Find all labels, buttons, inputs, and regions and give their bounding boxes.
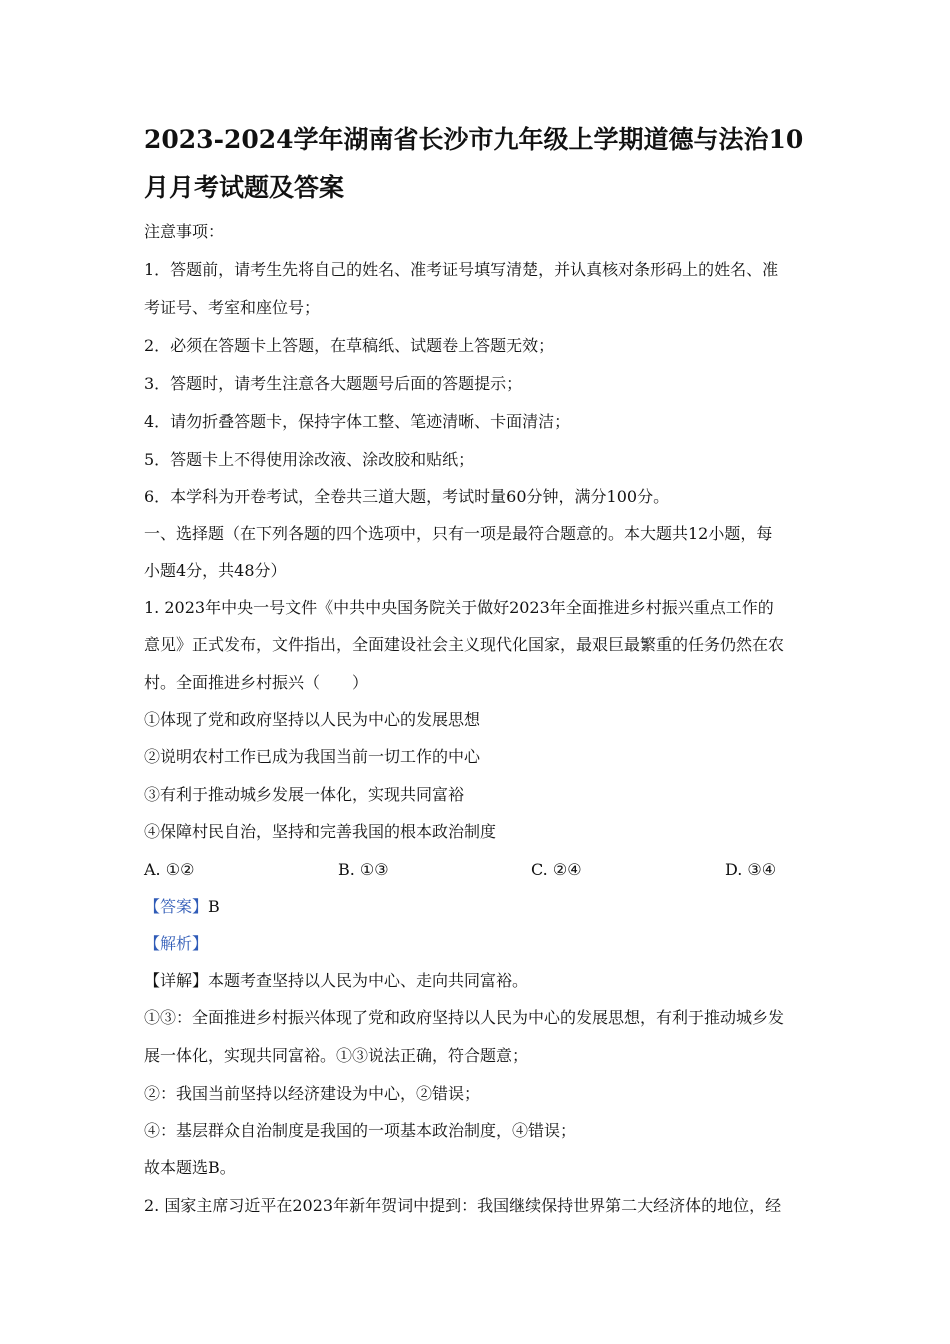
question-1-stem: 1. 2023年中央一号文件《中共中央国务院关于做好2023年全面推进乡村振兴重点工作的: [144, 598, 774, 617]
detail-line: [144, 971, 528, 991]
detail-tag: 【详解】: [144, 971, 209, 990]
section-heading-line: 小题4分，共48分）: [144, 561, 287, 580]
explanation-line: ①③：全面推进乡村振兴体现了党和政府坚持以人民为中心的发展思想，有利于推动城乡发: [144, 1008, 785, 1027]
option-c: C. ②④: [531, 860, 582, 879]
notice-line: 4．请勿折叠答题卡，保持字体工整、笔迹清晰、卡面清洁；: [144, 412, 571, 431]
question-1-stem: 意见》正式发布，文件指出，全面建设社会主义现代化国家，最艰巨最繁重的任务仍然在农: [144, 635, 785, 654]
notice-line: 5．答题卡上不得使用涂改液、涂改胶和贴纸；: [144, 450, 475, 469]
question-1-item: ④保障村民自治，坚持和完善我国的根本政治制度: [144, 822, 497, 841]
notice-line: 考证号、考室和座位号；: [144, 298, 321, 317]
notice-line: 1．答题前，请考生先将自己的姓名、准考证号填写清楚，并认真核对条形码上的姓名、准: [144, 260, 779, 279]
document-title-line-2: 月月考试题及答案: [144, 173, 345, 202]
answer-tag: 【答案】: [144, 897, 209, 916]
explanation-line: ④：基层群众自治制度是我国的一项基本政治制度，④错误；: [144, 1121, 577, 1140]
question-1-item: ①体现了党和政府坚持以人民为中心的发展思想: [144, 710, 481, 729]
section-heading-line: 一、选择题（在下列各题的四个选项中，只有一项是最符合题意的。本大题共12小题，每: [144, 524, 773, 543]
notice-heading: 注意事项：: [144, 222, 225, 241]
notice-line: 2．必须在答题卡上答题，在草稿纸、试题卷上答题无效；: [144, 336, 555, 355]
answer-line: [144, 897, 220, 917]
notice-line: 6．本学科为开卷考试，全卷共三道大题，考试时量60分钟，满分100分。: [144, 487, 670, 506]
explanation-line: 故本题选B。: [144, 1158, 236, 1177]
question-2-stem: 2. 国家主席习近平在2023年新年贺词中提到：我国继续保持世界第二大经济体的地位，经: [144, 1196, 782, 1215]
option-b: B. ①③: [338, 860, 389, 879]
document-title-line-1: 2023-2024学年湖南省长沙市九年级上学期道德与法治10: [144, 125, 804, 154]
notice-line: 3．答题时，请考生注意各大题题号后面的答题提示；: [144, 374, 523, 393]
question-1-stem: 村。全面推进乡村振兴（ ）: [144, 673, 369, 692]
detail-text: 本题考查坚持以人民为中心、走向共同富裕。: [208, 971, 529, 990]
answer-value: B: [208, 897, 220, 916]
option-a: A. ①②: [144, 860, 195, 879]
analysis-tag: 【解析】: [144, 934, 209, 953]
explanation-line: 展一体化，实现共同富裕。①③说法正确，符合题意；: [144, 1046, 529, 1065]
option-d: D. ③④: [725, 860, 777, 879]
question-1-item: ②说明农村工作已成为我国当前一切工作的中心: [144, 747, 481, 766]
explanation-line: ②：我国当前坚持以经济建设为中心，②错误；: [144, 1084, 481, 1103]
question-1-item: ③有利于推动城乡发展一体化，实现共同富裕: [144, 785, 465, 804]
